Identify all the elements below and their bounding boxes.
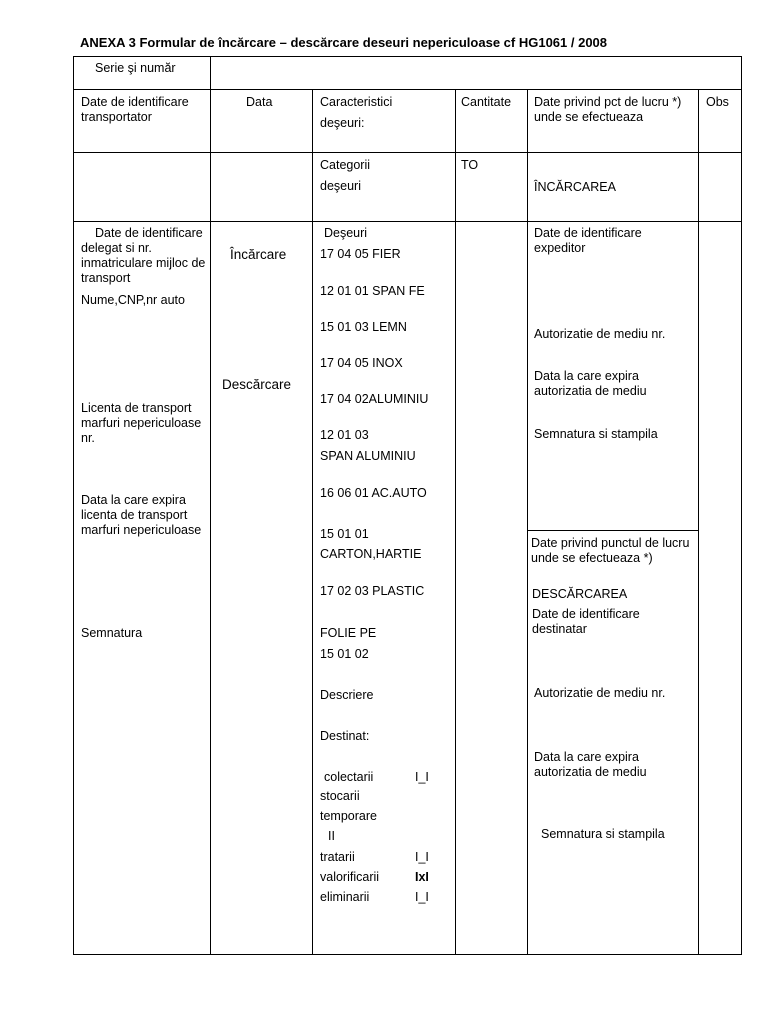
nume-cnp-label: Nume,CNP,nr auto (81, 293, 185, 307)
descarcarea-label: DESCĂRCAREA (532, 587, 628, 601)
column-divider (210, 56, 211, 955)
semnatura-label: Semnatura (81, 626, 143, 640)
waste-item: 17 02 03 PLASTIC (320, 584, 425, 598)
data-expira-expeditor-label: Data la care expira autorizatia de mediu (534, 369, 647, 398)
column-divider (312, 89, 313, 955)
waste-item: 12 01 01 SPAN FE (320, 284, 425, 298)
waste-item-code: 15 01 02 (320, 647, 369, 661)
table-border-top (73, 56, 742, 57)
data-expira-destinatar-label: Data la care expira autorizatia de mediu (534, 750, 647, 779)
header-cantitate: Cantitate (461, 95, 512, 109)
delegat-label: Date de identificare delegat si nr. inmatriculare mijloc de transport (81, 226, 206, 285)
waste-item: 17 04 05 FIER (320, 247, 401, 261)
to-label: TO (461, 158, 479, 172)
deseuri-heading: Deşeuri (324, 226, 368, 240)
table-border-left (73, 56, 74, 955)
destinat-label: Destinat: (320, 729, 370, 743)
header-obs: Obs (706, 95, 729, 109)
row-divider (73, 221, 742, 222)
waste-item-name: CARTON,HARTIE (320, 547, 422, 561)
cell-divider (527, 530, 698, 531)
temporare-label: temporare (320, 809, 377, 823)
page-title: ANEXA 3 Formular de încărcare – descărcare deseuri nepericuloase cf HG1061 / 2008 (80, 35, 608, 50)
column-divider (698, 89, 699, 955)
column-divider (527, 89, 528, 955)
waste-item-code: 15 01 01 (320, 527, 369, 541)
waste-item-name: SPAN ALUMINIU (320, 449, 416, 463)
waste-item: 15 01 03 LEMN (320, 320, 407, 334)
autorizatie-destinatar-label: Autorizatie de mediu nr. (534, 686, 666, 700)
table-border-right (741, 56, 742, 955)
header-punct-lucru: Date privind pct de lucru *) unde se efectueaza (534, 95, 682, 124)
incarcare-label: Încărcare (230, 247, 287, 262)
table-border-bottom (73, 954, 742, 955)
waste-item-code: 12 01 03 (320, 428, 369, 442)
waste-item: 17 04 02ALUMINIU (320, 392, 429, 406)
eliminarii-checkbox[interactable]: I_I (415, 890, 429, 904)
waste-item: 17 04 05 INOX (320, 356, 403, 370)
incarcarea-label: ÎNCĂRCAREA (534, 180, 616, 194)
colectarii-checkbox[interactable]: I_I (415, 770, 429, 784)
stocarii-label: stocarii (320, 789, 360, 803)
semnatura-expeditor-label: Semnatura si stampila (534, 427, 658, 441)
descarcare-label: Descărcare (222, 377, 292, 392)
serie-numar-label: Serie şi număr (95, 61, 176, 75)
data-licenta-label: Data la care expira licenta de transport marfuri nepericuloase (81, 493, 202, 537)
descriere-label: Descriere (320, 688, 374, 702)
tratarii-label: tratarii (320, 850, 355, 864)
header-transportator: Date de identificare transportator (81, 95, 189, 124)
column-divider (455, 89, 456, 955)
valorificarii-label: valorificarii (320, 870, 380, 884)
valorificarii-checkbox[interactable]: IxI (415, 870, 429, 884)
punct-descarcare-label: Date privind punctul de lucru unde se efectueaza *) (531, 536, 690, 565)
expeditor-label: Date de identificare expeditor (534, 226, 642, 255)
categorii-label: Categorii (320, 158, 371, 172)
header-caracteristici-2: deşeuri: (320, 116, 365, 130)
waste-item: 16 06 01 AC.AUTO (320, 486, 427, 500)
row-divider (73, 89, 742, 90)
licenta-label: Licenta de transport marfuri nepericuloase nr. (81, 401, 202, 445)
header-caracteristici: Caracteristici (320, 95, 393, 109)
temporare-checkbox[interactable]: II (328, 829, 335, 843)
destinatar-label: Date de identificare destinatar (532, 607, 640, 636)
categorii-label-2: deşeuri (320, 179, 361, 193)
tratarii-checkbox[interactable]: I_I (415, 850, 429, 864)
header-data: Data (246, 95, 273, 109)
waste-item-name: FOLIE PE (320, 626, 377, 640)
autorizatie-expeditor-label: Autorizatie de mediu nr. (534, 327, 666, 341)
row-divider (73, 152, 742, 153)
semnatura-destinatar-label: Semnatura si stampila (541, 827, 665, 841)
colectarii-label: colectarii (324, 770, 374, 784)
eliminarii-label: eliminarii (320, 890, 370, 904)
